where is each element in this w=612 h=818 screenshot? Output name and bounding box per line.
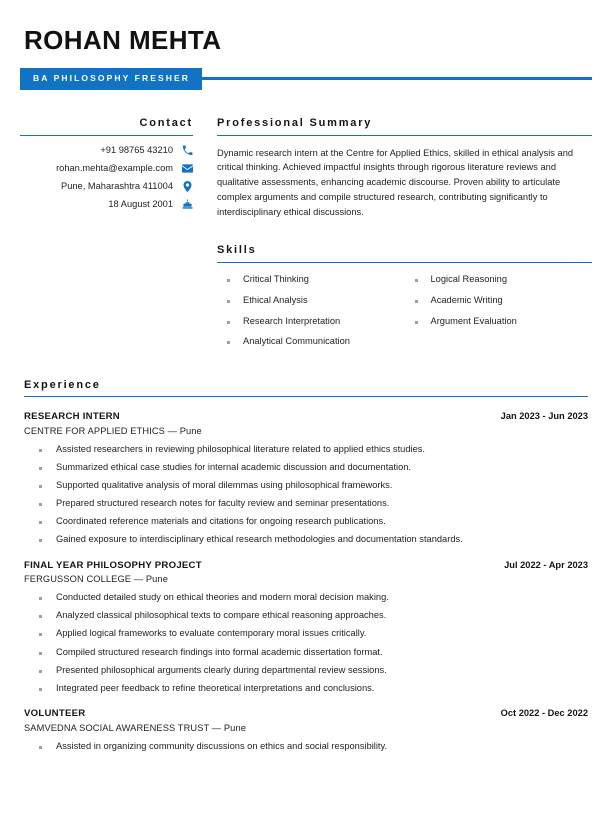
job-bullet-text: Coordinated reference materials and citations for ongoing research publications. [56, 515, 386, 526]
contact-heading: Contact [20, 117, 193, 136]
contact-item-email[interactable] [20, 163, 193, 174]
contact-birthdate-text: 18 August 2001 [108, 199, 173, 210]
square-bullet-icon [415, 321, 418, 324]
job-bullet-text: Assisted researchers in reviewing philosophical literature related to applied ethics studies. [56, 443, 425, 454]
experience-entry-topline [24, 560, 588, 571]
list-item [24, 592, 588, 604]
skill-label: Critical Thinking [243, 274, 309, 285]
list-item [24, 516, 588, 528]
list-item [217, 274, 405, 285]
experience-heading: Experience [24, 379, 588, 397]
skills-grid [217, 274, 592, 357]
square-bullet-icon [39, 503, 42, 506]
contact-list [20, 145, 193, 211]
skills-column-left [217, 274, 405, 357]
square-bullet-icon [415, 300, 418, 303]
list-item [24, 741, 588, 753]
phone-icon [182, 145, 193, 156]
job-role: RESEARCH INTERN [24, 411, 120, 423]
upper-columns [20, 117, 592, 357]
square-bullet-icon [227, 321, 230, 324]
list-item [24, 498, 588, 510]
job-bullet-text: Summarized ethical case studies for internal academic discussion and documentation. [56, 461, 412, 472]
contact-item-birthdate[interactable] [20, 199, 193, 210]
job-bullet-text: Prepared structured research notes for faculty review and seminar presentations. [56, 497, 390, 508]
job-bullet-text: Supported qualitative analysis of moral dilemmas using philosophical frameworks. [56, 479, 393, 490]
experience-section [20, 379, 592, 752]
square-bullet-icon [39, 467, 42, 470]
list-item [217, 336, 405, 347]
job-bullet-text: Assisted in organizing community discussions on ethics and social responsibility. [56, 740, 388, 751]
square-bullet-icon [39, 521, 42, 524]
list-item [24, 444, 588, 456]
job-role: FINAL YEAR PHILOSOPHY PROJECT [24, 559, 202, 571]
square-bullet-icon [39, 615, 42, 618]
skill-label: Research Interpretation [243, 315, 341, 326]
location-pin-icon [182, 181, 193, 192]
square-bullet-icon [39, 449, 42, 452]
skill-label: Ethical Analysis [243, 295, 308, 306]
list-item [24, 462, 588, 474]
skill-label: Argument Evaluation [430, 315, 517, 326]
contact-location-text: Pune, Maharashtra 411004 [61, 181, 173, 192]
square-bullet-icon [39, 485, 42, 488]
contact-item-location[interactable] [20, 181, 193, 192]
square-bullet-icon [227, 300, 230, 303]
list-item [217, 295, 405, 306]
square-bullet-icon [415, 279, 418, 282]
square-bullet-icon [39, 652, 42, 655]
job-dates: Jan 2023 - Jun 2023 [500, 411, 588, 422]
job-bullet-list [24, 741, 588, 753]
contact-column [20, 117, 193, 218]
resume-page [0, 26, 612, 818]
list-item [217, 316, 405, 327]
job-bullet-text: Analyzed classical philosophical texts to compare ethical reasoning approaches. [56, 610, 387, 621]
job-bullet-text: Integrated peer feedback to refine theoretical interpretations and conclusions. [56, 682, 375, 693]
job-organization: FERGUSSON COLLEGE — Pune [24, 574, 168, 585]
headline-row [20, 68, 592, 90]
list-item [24, 683, 588, 695]
job-role: VOLUNTEER [24, 708, 86, 720]
square-bullet-icon [227, 279, 230, 282]
list-item [24, 665, 588, 677]
birthday-cake-icon [182, 199, 193, 210]
job-dates: Jul 2022 - Apr 2023 [504, 559, 588, 570]
contact-phone-text: +91 98765 43210 [100, 144, 173, 155]
contact-email-text: rohan.mehta@example.com [56, 162, 173, 173]
list-item [24, 628, 588, 640]
square-bullet-icon [39, 633, 42, 636]
square-bullet-icon [39, 670, 42, 673]
summary-text: Dynamic research intern at the Centre for Applied Ethics, skilled in ethical analysis and critical thinking. Achieved impactful insights through rigorous literature reviews and qualitative assessments, enhancing academic discourse. Proven ability to articulate complex arguments and compile structured research, contributing significantly to interdisciplinary ethical discussions. [217, 147, 574, 217]
square-bullet-icon [227, 341, 230, 344]
headline-rule [202, 77, 592, 80]
headline-badge: BA PHILOSOPHY FRESHER [20, 68, 202, 90]
job-bullet-text: Conducted detailed study on ethical theories and modern moral decision making. [56, 592, 389, 603]
square-bullet-icon [39, 746, 42, 749]
list-item [405, 295, 593, 306]
square-bullet-icon [39, 597, 42, 600]
job-organization: SAMVEDNA SOCIAL AWARENESS TRUST — Pune [24, 722, 246, 733]
experience-entry-topline [24, 708, 588, 719]
summary-skills-column [193, 117, 592, 357]
experience-entry [24, 560, 588, 695]
list-item [24, 610, 588, 622]
experience-entry [24, 411, 588, 546]
experience-entry-topline [24, 411, 588, 422]
job-organization: CENTRE FOR APPLIED ETHICS — Pune [24, 425, 202, 436]
list-item [24, 480, 588, 492]
skill-label: Logical Reasoning [430, 274, 507, 285]
list-item [405, 316, 593, 327]
job-bullet-text: Gained exposure to interdisciplinary ethical research methodologies and documentation standards. [56, 534, 463, 545]
skills-heading: Skills [217, 244, 592, 263]
skills-block [217, 244, 592, 357]
skill-label: Analytical Communication [243, 336, 350, 347]
summary-heading: Professional Summary [217, 117, 592, 136]
contact-item-phone[interactable] [20, 145, 193, 156]
job-bullet-text: Presented philosophical arguments clearly during departmental review sessions. [56, 664, 387, 675]
job-bullet-text: Applied logical frameworks to evaluate contemporary moral issues critically. [56, 628, 367, 639]
skills-column-right [405, 274, 593, 357]
skill-label: Academic Writing [430, 295, 503, 306]
square-bullet-icon [39, 688, 42, 691]
job-bullet-list [24, 444, 588, 546]
job-bullet-list [24, 592, 588, 694]
list-item [24, 647, 588, 659]
square-bullet-icon [39, 539, 42, 542]
candidate-name: ROHAN MEHTA [24, 25, 222, 55]
experience-entry [24, 708, 588, 752]
job-bullet-text: Compiled structured research findings into formal academic dissertation format. [56, 646, 383, 657]
list-item [24, 534, 588, 546]
envelope-icon [182, 163, 193, 174]
job-dates: Oct 2022 - Dec 2022 [500, 708, 588, 719]
list-item [405, 274, 593, 285]
